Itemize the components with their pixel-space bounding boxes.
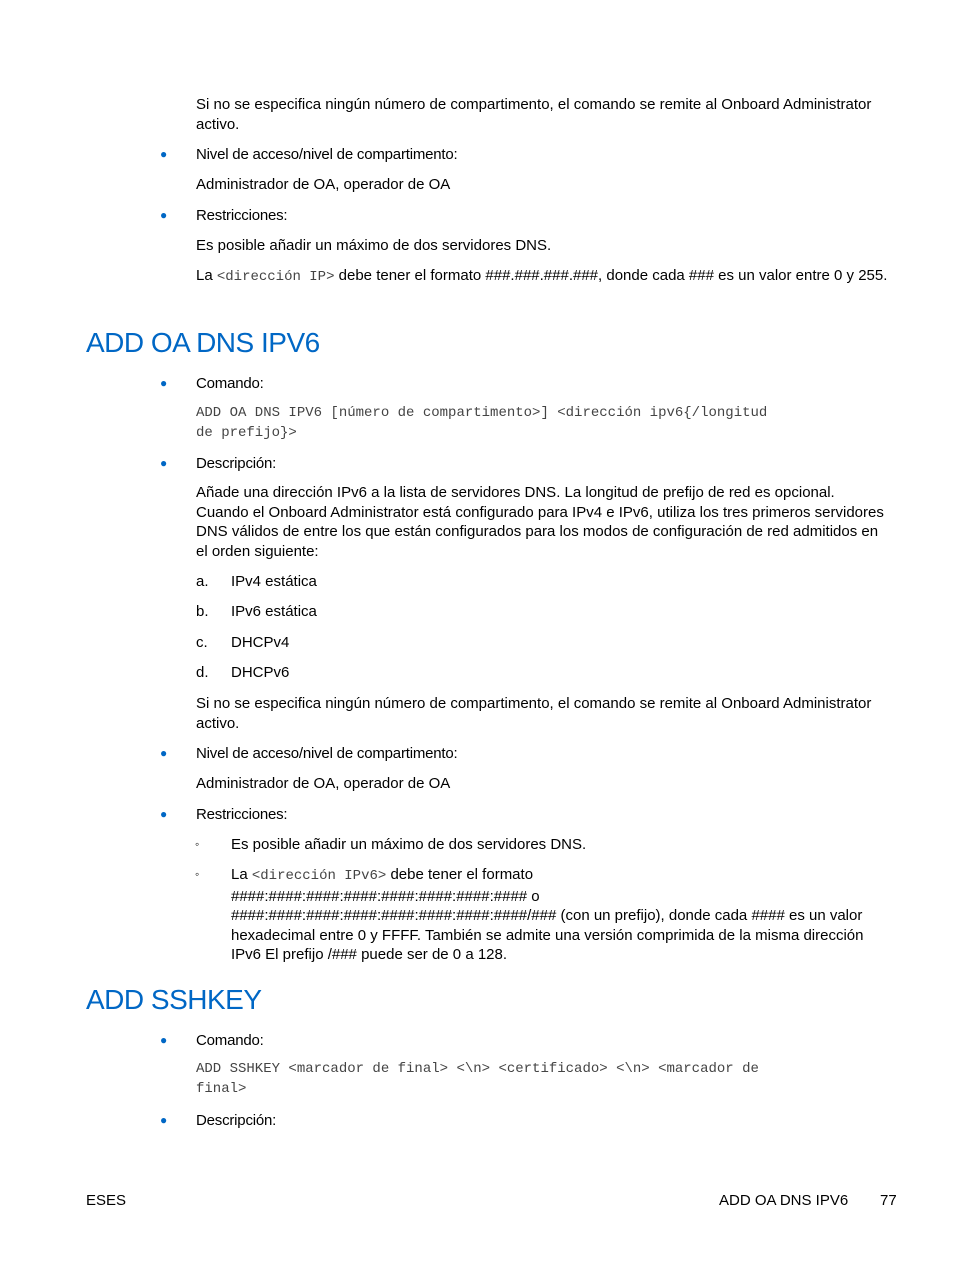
command-label: Comando: (196, 375, 264, 392)
command-syntax: ADD OA DNS IPV6 [número de compartimento>] <dirección ipv6{/longitud de prefijo}> (196, 405, 768, 441)
description-label: Descripción: (196, 1112, 277, 1129)
list-item: DHCPv6 (231, 664, 290, 681)
section-heading-add-sshkey: ADD SSHKEY (86, 984, 262, 1015)
restriction-format-text: La <dirección IP> debe tener el formato ###.###.###.###, donde cada ### es un valor entre 0 y 255. (196, 267, 888, 285)
description-label: Descripción: (196, 455, 277, 472)
ipv6-address-code: <dirección IPv6> (251, 868, 387, 884)
list-item: IPv6 estática (231, 603, 317, 620)
page-number: 77 (880, 1192, 897, 1209)
note-paragraph: Si no se especifica ningún número de compartimento, el comando se remite al Onboard Administrator activo. (196, 695, 872, 732)
list-marker: b. (196, 603, 209, 620)
bullet-icon: ● (160, 1033, 168, 1047)
intro-paragraph: Si no se especifica ningún número de compartimento, el comando se remite al Onboard Administrator activo. (196, 96, 872, 133)
footer-section-title: ADD OA DNS IPV6 (719, 1192, 849, 1209)
description-paragraph: Añade una dirección IPv6 a la lista de servidores DNS. La longitud de prefijo de red es opcional. Cuando el Onboard Administrator está configurado para IPv4 e IPv6, utiliza los tres primeros servidores DNS válidos de entre los que están configurados para los modos de configuración de red admitidos en el orden siguiente: (196, 484, 884, 560)
command-label: Comando: (196, 1032, 264, 1049)
list-item: IPv4 estática (231, 573, 317, 590)
sub-bullet-icon: ◦ (195, 867, 200, 881)
bullet-icon: ● (160, 208, 168, 222)
bullet-icon: ● (160, 456, 168, 470)
ip-address-code: <dirección IP> (216, 269, 335, 285)
list-marker: c. (196, 634, 208, 651)
list-item: DHCPv4 (231, 634, 290, 651)
restrictions-label: Restricciones: (196, 806, 288, 823)
sub-bullet-icon: ◦ (195, 837, 200, 851)
bullet-icon: ● (160, 1113, 168, 1127)
footer-locale: ESES (86, 1192, 127, 1209)
access-level-label: Nivel de acceso/nivel de compartimento: (196, 745, 458, 762)
bullet-icon: ● (160, 807, 168, 821)
list-marker: d. (196, 664, 209, 681)
bullet-icon: ● (160, 746, 168, 760)
bullet-icon: ● (160, 376, 168, 390)
restriction-text: Es posible añadir un máximo de dos servidores DNS. (231, 836, 587, 853)
access-level-label: Nivel de acceso/nivel de compartimento: (196, 146, 458, 163)
restrictions-label: Restricciones: (196, 207, 288, 224)
access-level-value: Administrador de OA, operador de OA (196, 775, 451, 792)
restriction-format-text: La <dirección IPv6> debe tener el formato ####:####:####:####:####:####:####:#### o ####:####:####:####:####:####:####:####/### (con un prefijo), donde cada #### es un valor hexadecimal entre 0 y FFFF. También se admite una versión comprimida de la misma dirección IPv6 El prefijo /### puede ser de 0 a 128. (231, 866, 864, 963)
section-heading-add-oa-dns-ipv6: ADD OA DNS IPV6 (86, 327, 320, 358)
command-syntax: ADD SSHKEY <marcador de final> <\n> <certificado> <\n> <marcador de final> (196, 1061, 759, 1097)
bullet-icon: ● (160, 147, 168, 161)
list-marker: a. (196, 573, 209, 590)
access-level-value: Administrador de OA, operador de OA (196, 176, 451, 193)
restriction-text: Es posible añadir un máximo de dos servidores DNS. (196, 237, 552, 254)
